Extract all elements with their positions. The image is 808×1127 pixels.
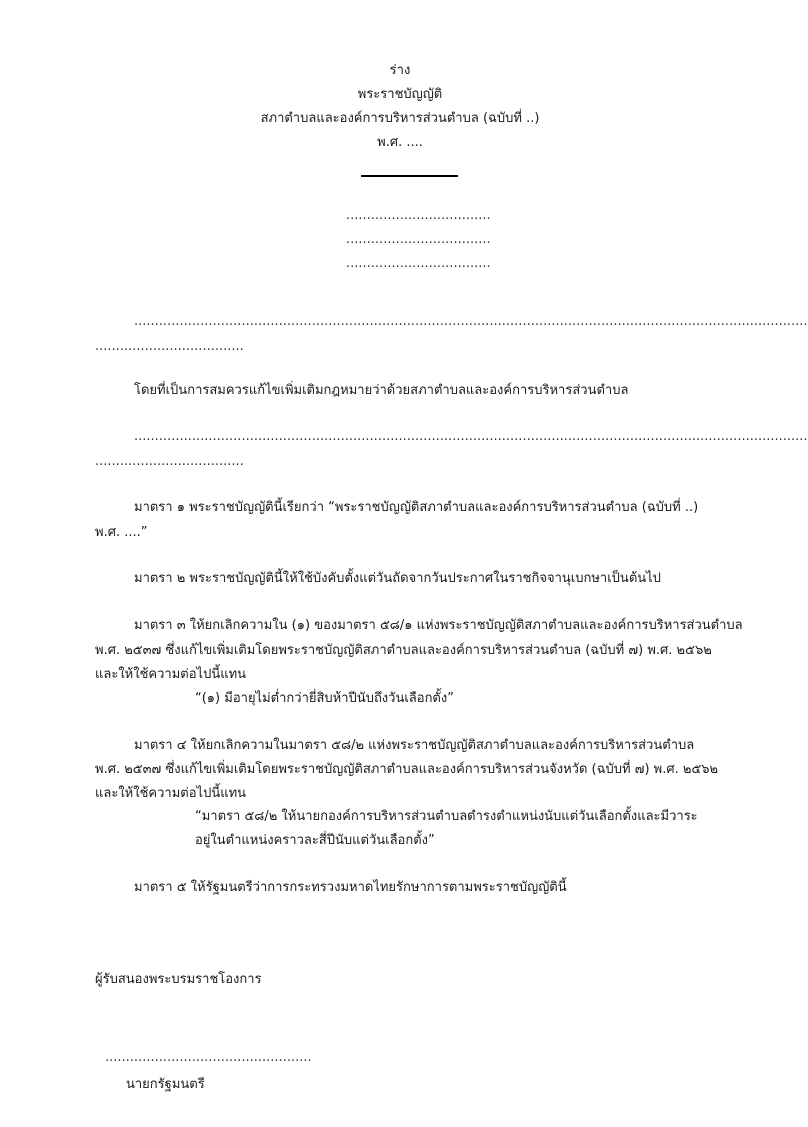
section-4-line3: และให้ใช้ความต่อไปนี้แทน xyxy=(95,786,247,801)
preamble-dot-line-2: ................................... xyxy=(346,232,491,247)
preamble-para2-line2: .................................... xyxy=(95,454,244,469)
section-1-line1: มาตรา ๑ พระราชบัญญัตินี้เรียกว่า “พระราชบัญญัติสภาตำบลและองค์การบริหารส่วนตำบล (ฉบับที่ ..) xyxy=(134,500,699,515)
preamble-para1-line1: ................................................................................................................................................................... xyxy=(134,314,808,329)
section-1-line2: พ.ศ. ....” xyxy=(95,525,148,540)
year-line: พ.ศ. .... xyxy=(377,135,423,150)
draft-label: ร่าง xyxy=(389,63,411,78)
preamble-dot-line-3: ................................... xyxy=(346,256,491,271)
section-5-line1: มาตรา ๕ ให้รัฐมนตรีว่าการกระทรวงมหาดไทยรักษาการตามพระราชบัญญัตินี้ xyxy=(134,880,567,895)
section-2-line1: มาตรา ๒ พระราชบัญญัตินี้ให้ใช้บังคับตั้งแต่วันถัดจากวันประกาศในราชกิจจานุเบกษาเป็นต้นไป xyxy=(134,571,661,586)
section-4-line1: มาตรา ๔ ให้ยกเลิกความในมาตรา ๕๘/๒ แห่งพระราชบัญญัติสภาตำบลและองค์การบริหารส่วนตำบล xyxy=(134,738,695,753)
act-label: พระราชบัญญัติ xyxy=(357,87,443,102)
signer-title: นายกรัฐมนตรี xyxy=(126,1077,205,1092)
section-3-quote: “(๑) มีอายุไม่ต่ำกว่ายี่สิบห้าปีนับถึงวันเลือกตั้ง” xyxy=(195,691,454,706)
preamble-para1-line2: .................................... xyxy=(95,339,244,354)
section-3-line3: และให้ใช้ความต่อไปนี้แทน xyxy=(95,667,247,682)
preamble-para2-line1: ................................................................................................................................................................... xyxy=(134,429,808,444)
section-4-quote-line1: “มาตรา ๕๘/๒ ให้นายกองค์การบริหารส่วนตำบลดำรงตำแหน่งนับแต่วันเลือกตั้งและมีวาระ xyxy=(195,809,698,824)
section-4-line2: พ.ศ. ๒๕๓๗ ซึ่งแก้ไขเพิ่มเติมโดยพระราชบัญญัติสภาตำบลและองค์การบริหารส่วนจังหวัด (ฉบับที่ ๗) พ.ศ. ๒๕๖๒ xyxy=(95,762,719,777)
royal-command-label: ผู้รับสนองพระบรมราชโองการ xyxy=(95,972,262,987)
signature-dot-line: .................................................. xyxy=(105,1050,312,1065)
preamble-dot-line-1: ................................... xyxy=(346,208,491,223)
header-divider xyxy=(361,175,458,177)
section-3-line1: มาตรา ๓ ให้ยกเลิกความใน (๑) ของมาตรา ๕๘/๑ แห่งพระราชบัญญัติสภาตำบลและองค์การบริหารส่วนตำบล xyxy=(134,618,743,633)
section-3-line2: พ.ศ. ๒๕๓๗ ซึ่งแก้ไขเพิ่มเติมโดยพระราชบัญญัติสภาตำบลและองค์การบริหารส่วนตำบล (ฉบับที่ ๗) พ.ศ. ๒๕๖๒ xyxy=(95,643,712,658)
reason-line: โดยที่เป็นการสมควรแก้ไขเพิ่มเติมกฎหมายว่าด้วยสภาตำบลและองค์การบริหารส่วนตำบล xyxy=(134,383,629,398)
act-title: สภาตำบลและองค์การบริหารส่วนตำบล (ฉบับที่ ..) xyxy=(260,111,540,126)
section-4-quote-line2: อยู่ในตำแหน่งคราวละสี่ปีนับแต่วันเลือกตั้ง” xyxy=(195,833,435,848)
